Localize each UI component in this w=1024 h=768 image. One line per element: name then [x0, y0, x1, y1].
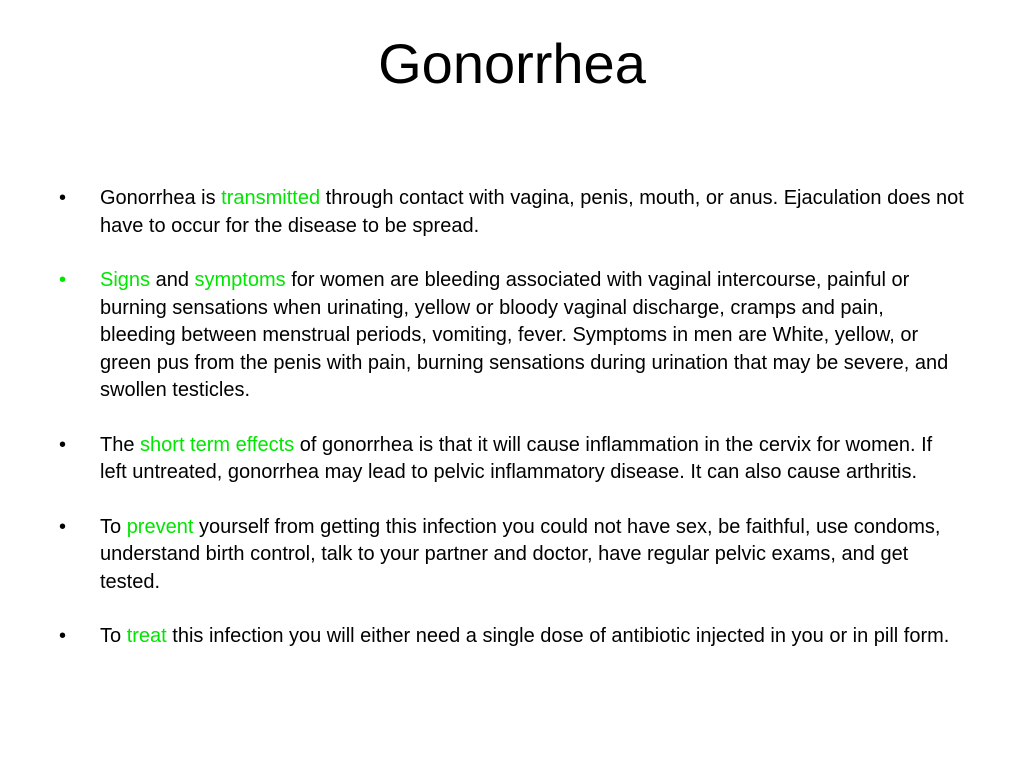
highlight-transmitted: transmitted	[221, 187, 321, 209]
text-segment: for women are bleeding associated with vaginal intercourse, painful or burning sensations when urinating, yellow or bloody vaginal discharge, cramps and pain, bleeding between menstrual periods, vomiting, fever. Symptoms in men are White, yellow, or green pus from the penis with pain, burning sensations during urination that may be severe, and swollen testicles.	[100, 269, 949, 401]
bullet-text	[100, 516, 941, 593]
text-segment: To	[100, 515, 127, 538]
bullet-marker: •	[59, 515, 67, 538]
bullet-text	[100, 187, 964, 237]
bullet-text	[100, 269, 948, 401]
text-segment: this infection you will either need a single dose of antibiotic injected in you or in pill form.	[166, 625, 950, 647]
text-segment: Gonorrhea is	[100, 187, 222, 209]
slide-title: Gonorrhea	[378, 32, 646, 95]
bullet-treatment	[0, 623, 1024, 651]
bullet-marker: •	[59, 625, 67, 647]
bullet-marker: •	[59, 187, 67, 209]
highlight-signs: Signs	[100, 269, 151, 291]
bullet-marker: •	[59, 269, 67, 291]
bullet-marker: •	[59, 433, 67, 456]
text-segment: of gonorrhea is that it will cause inflammation in the cervix for women. If left untreated, gonorrhea may lead to pelvic inflammatory disease. It can also cause arthritis.	[100, 433, 933, 483]
highlight-treat: treat	[126, 625, 167, 647]
bullet-short-term-effects	[0, 432, 1024, 487]
highlight-symptoms: symptoms	[194, 269, 286, 291]
text-segment: The	[100, 433, 141, 456]
bullet-transmission	[0, 185, 1024, 240]
text-segment: yourself from getting this infection you could not have sex, be faithful, use condoms, understand birth control, talk to your partner and doctor, have regular pelvic exams, and get tested.	[100, 515, 941, 593]
text-segment: To	[100, 625, 127, 647]
highlight-prevent: prevent	[126, 515, 194, 538]
text-segment: and	[150, 269, 195, 291]
bullet-signs-symptoms	[0, 267, 1024, 405]
bullet-text	[100, 625, 949, 647]
bullet-list	[0, 185, 1024, 678]
text-segment: through contact with vagina, penis, mouth, or anus. Ejaculation does not have to occur for the disease to be spread.	[100, 187, 964, 237]
bullet-text	[100, 434, 932, 484]
bullet-prevention	[0, 514, 1024, 597]
highlight-short-term-effects: short term effects	[140, 433, 295, 456]
